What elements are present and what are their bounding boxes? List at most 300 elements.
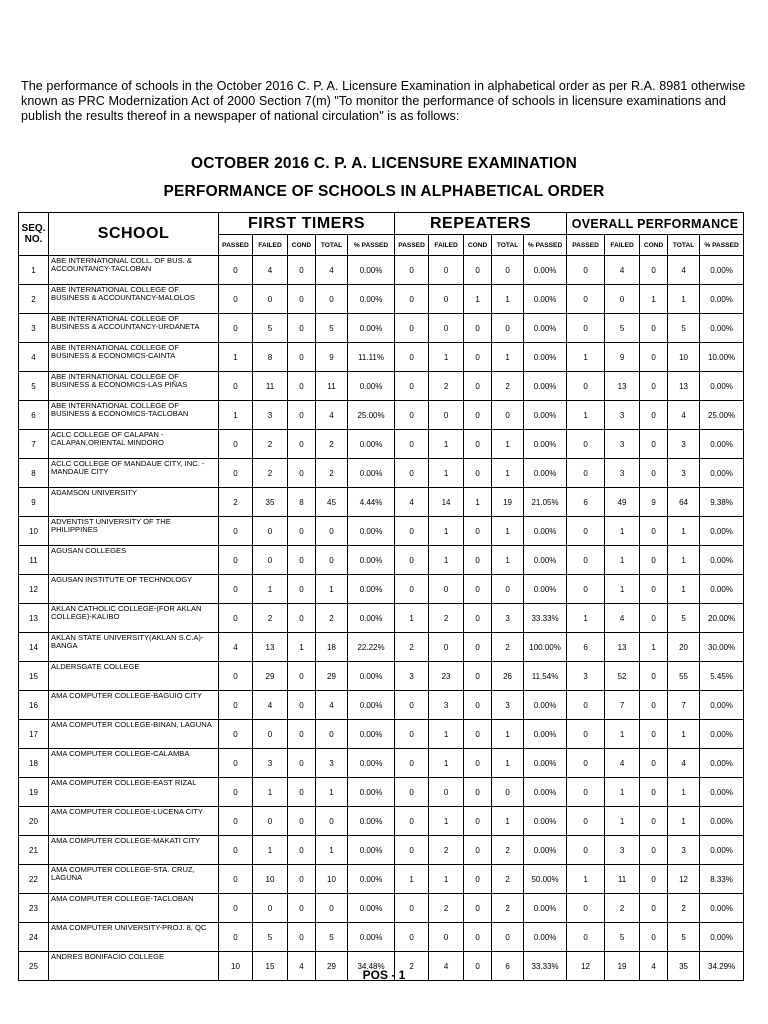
value-cell: 1 <box>429 546 464 575</box>
table-row <box>19 807 744 836</box>
table-row <box>19 401 744 430</box>
value-cell: 0.00% <box>700 720 744 749</box>
value-cell: 0.00% <box>524 575 567 604</box>
overall-subheader: PASSED <box>567 235 605 256</box>
value-cell: 14 <box>429 488 464 517</box>
value-cell: 0 <box>395 372 429 401</box>
value-cell: 0 <box>640 459 668 488</box>
value-cell: 0 <box>316 285 348 314</box>
value-cell: 3 <box>429 691 464 720</box>
overall-subheader: COND <box>640 235 668 256</box>
value-cell: 0.00% <box>348 865 395 894</box>
value-cell: 0 <box>640 256 668 285</box>
value-cell: 3 <box>668 430 700 459</box>
value-cell: 0 <box>429 575 464 604</box>
value-cell: 0 <box>640 691 668 720</box>
value-cell: 0.00% <box>348 546 395 575</box>
performance-table <box>18 212 744 981</box>
value-cell: 0 <box>219 430 253 459</box>
value-cell: 5 <box>316 314 348 343</box>
value-cell: 7 <box>668 691 700 720</box>
value-cell: 5 <box>668 314 700 343</box>
value-cell: 0 <box>288 401 316 430</box>
value-cell: 0.00% <box>524 372 567 401</box>
value-cell: 0.00% <box>524 546 567 575</box>
seq-cell: 11 <box>19 546 49 575</box>
value-cell: 1 <box>253 836 288 865</box>
first-timers-subheader: FAILED <box>253 235 288 256</box>
value-cell: 0 <box>464 923 492 952</box>
value-cell: 2 <box>605 894 640 923</box>
intro-paragraph: The performance of schools in the October 2016 C. P. A. Licensure Examination in alphabetical order as per R.A. 8981 otherwise known as PRC Modernization Act of 2000 Section 7(m) "To monitor the performance of schools in licensure examinations and publish the results thereof in a newspaper of national circulation" is as follows: <box>21 79 746 123</box>
value-cell: 0 <box>316 720 348 749</box>
value-cell: 0.00% <box>524 256 567 285</box>
school-name-cell: ANDRES BONIFACIO COLLEGE <box>49 952 219 981</box>
value-cell: 0.00% <box>700 749 744 778</box>
value-cell: 0.00% <box>524 343 567 372</box>
value-cell: 0.00% <box>700 314 744 343</box>
value-cell: 4.44% <box>348 488 395 517</box>
value-cell: 2 <box>316 459 348 488</box>
value-cell: 0 <box>464 430 492 459</box>
seq-cell: 16 <box>19 691 49 720</box>
value-cell: 3 <box>668 836 700 865</box>
value-cell: 19 <box>605 952 640 981</box>
value-cell: 0 <box>288 546 316 575</box>
value-cell: 0.00% <box>700 691 744 720</box>
value-cell: 0 <box>464 459 492 488</box>
value-cell: 11.11% <box>348 343 395 372</box>
value-cell: 1 <box>288 633 316 662</box>
value-cell: 0 <box>395 343 429 372</box>
first-timers-subheader: COND <box>288 235 316 256</box>
value-cell: 33.33% <box>524 604 567 633</box>
value-cell: 5 <box>605 923 640 952</box>
value-cell: 4 <box>605 604 640 633</box>
value-cell: 0.00% <box>348 836 395 865</box>
value-cell: 0 <box>567 807 605 836</box>
value-cell: 0 <box>395 691 429 720</box>
value-cell: 0 <box>219 459 253 488</box>
value-cell: 0 <box>288 691 316 720</box>
value-cell: 0 <box>219 285 253 314</box>
value-cell: 52 <box>605 662 640 691</box>
value-cell: 0 <box>429 633 464 662</box>
value-cell: 10.00% <box>700 343 744 372</box>
value-cell: 0 <box>288 662 316 691</box>
table-row <box>19 749 744 778</box>
value-cell: 12 <box>668 865 700 894</box>
value-cell: 20 <box>668 633 700 662</box>
value-cell: 1 <box>668 807 700 836</box>
value-cell: 4 <box>668 256 700 285</box>
value-cell: 45 <box>316 488 348 517</box>
value-cell: 0 <box>219 314 253 343</box>
seq-cell: 12 <box>19 575 49 604</box>
value-cell: 0 <box>640 314 668 343</box>
value-cell: 1 <box>492 343 524 372</box>
value-cell: 0 <box>429 314 464 343</box>
value-cell: 1 <box>567 401 605 430</box>
value-cell: 0.00% <box>524 517 567 546</box>
repeaters-subheader: PASSED <box>395 235 429 256</box>
value-cell: 4 <box>253 691 288 720</box>
table-row <box>19 575 744 604</box>
table-row <box>19 633 744 662</box>
value-cell: 0.00% <box>348 256 395 285</box>
table-row <box>19 923 744 952</box>
value-cell: 0 <box>429 923 464 952</box>
value-cell: 0 <box>219 894 253 923</box>
school-name-cell: ADVENTIST UNIVERSITY OF THE PHILIPPINES <box>49 517 219 546</box>
value-cell: 2 <box>219 488 253 517</box>
value-cell: 0 <box>219 546 253 575</box>
value-cell: 4 <box>316 401 348 430</box>
value-cell: 3 <box>668 459 700 488</box>
value-cell: 100.00% <box>524 633 567 662</box>
seq-cell: 19 <box>19 778 49 807</box>
value-cell: 2 <box>492 865 524 894</box>
value-cell: 3 <box>605 459 640 488</box>
value-cell: 3 <box>605 836 640 865</box>
value-cell: 1 <box>567 865 605 894</box>
value-cell: 0.00% <box>700 923 744 952</box>
value-cell: 0 <box>288 314 316 343</box>
value-cell: 29 <box>316 662 348 691</box>
value-cell: 0 <box>640 662 668 691</box>
value-cell: 1 <box>395 865 429 894</box>
value-cell: 0 <box>464 546 492 575</box>
value-cell: 0 <box>219 662 253 691</box>
value-cell: 1 <box>316 778 348 807</box>
repeaters-subheader: TOTAL <box>492 235 524 256</box>
seq-cell: 17 <box>19 720 49 749</box>
value-cell: 0 <box>567 314 605 343</box>
value-cell: 0.00% <box>348 807 395 836</box>
table-row <box>19 865 744 894</box>
first-timers-subheader: PASSED <box>219 235 253 256</box>
value-cell: 13 <box>605 633 640 662</box>
value-cell: 1 <box>253 778 288 807</box>
table-row <box>19 314 744 343</box>
value-cell: 0.00% <box>700 256 744 285</box>
value-cell: 5 <box>316 923 348 952</box>
first-timers-subheader: TOTAL <box>316 235 348 256</box>
value-cell: 0.00% <box>524 430 567 459</box>
value-cell: 11 <box>605 865 640 894</box>
value-cell: 1 <box>492 459 524 488</box>
value-cell: 0.00% <box>524 285 567 314</box>
value-cell: 1 <box>605 807 640 836</box>
value-cell: 35 <box>668 952 700 981</box>
value-cell: 4 <box>429 952 464 981</box>
value-cell: 22.22% <box>348 633 395 662</box>
value-cell: 0 <box>219 604 253 633</box>
value-cell: 0 <box>640 923 668 952</box>
value-cell: 0.00% <box>348 372 395 401</box>
value-cell: 5.45% <box>700 662 744 691</box>
value-cell: 0 <box>492 401 524 430</box>
overall-subheader: TOTAL <box>668 235 700 256</box>
value-cell: 0 <box>567 691 605 720</box>
value-cell: 0.00% <box>700 430 744 459</box>
value-cell: 0 <box>395 546 429 575</box>
table-row <box>19 720 744 749</box>
value-cell: 0.00% <box>524 778 567 807</box>
value-cell: 9 <box>605 343 640 372</box>
value-cell: 64 <box>668 488 700 517</box>
value-cell: 34.29% <box>700 952 744 981</box>
value-cell: 2 <box>395 952 429 981</box>
school-name-cell: ADAMSON UNIVERSITY <box>49 488 219 517</box>
table-row <box>19 459 744 488</box>
value-cell: 0.00% <box>348 720 395 749</box>
school-name-cell: AMA COMPUTER COLLEGE-TACLOBAN <box>49 894 219 923</box>
value-cell: 2 <box>253 430 288 459</box>
value-cell: 0 <box>464 256 492 285</box>
value-cell: 30.00% <box>700 633 744 662</box>
seq-cell: 1 <box>19 256 49 285</box>
value-cell: 10 <box>219 952 253 981</box>
value-cell: 1 <box>492 749 524 778</box>
value-cell: 0 <box>640 836 668 865</box>
value-cell: 1 <box>429 430 464 459</box>
value-cell: 0 <box>395 517 429 546</box>
value-cell: 0 <box>219 372 253 401</box>
value-cell: 55 <box>668 662 700 691</box>
value-cell: 1 <box>316 836 348 865</box>
value-cell: 0 <box>567 749 605 778</box>
value-cell: 0 <box>288 343 316 372</box>
value-cell: 0.00% <box>348 749 395 778</box>
value-cell: 2 <box>492 894 524 923</box>
value-cell: 0.00% <box>348 459 395 488</box>
value-cell: 0 <box>288 459 316 488</box>
seq-cell: 25 <box>19 952 49 981</box>
value-cell: 0 <box>429 285 464 314</box>
value-cell: 0 <box>640 546 668 575</box>
value-cell: 49 <box>605 488 640 517</box>
table-row <box>19 836 744 865</box>
value-cell: 0 <box>464 575 492 604</box>
value-cell: 0 <box>567 778 605 807</box>
value-cell: 1 <box>668 575 700 604</box>
value-cell: 0.00% <box>348 430 395 459</box>
value-cell: 4 <box>219 633 253 662</box>
school-name-cell: AMA COMPUTER COLLEGE-MAKATI CITY <box>49 836 219 865</box>
value-cell: 2 <box>492 836 524 865</box>
value-cell: 0 <box>640 430 668 459</box>
value-cell: 0 <box>567 285 605 314</box>
school-name-cell: AKLAN CATHOLIC COLLEGE-(FOR AKLAN COLLEGE)-KALIBO <box>49 604 219 633</box>
seq-cell: 15 <box>19 662 49 691</box>
value-cell: 3 <box>567 662 605 691</box>
value-cell: 10 <box>668 343 700 372</box>
value-cell: 0 <box>640 401 668 430</box>
value-cell: 0 <box>253 807 288 836</box>
value-cell: 11 <box>253 372 288 401</box>
value-cell: 0 <box>464 865 492 894</box>
value-cell: 0.00% <box>700 517 744 546</box>
school-name-cell: ABE INTERNATIONAL COLL. OF BUS. & ACCOUNTANCY-TACLOBAN <box>49 256 219 285</box>
school-header: SCHOOL <box>49 213 219 256</box>
value-cell: 1 <box>605 517 640 546</box>
value-cell: 0.00% <box>524 720 567 749</box>
value-cell: 1 <box>668 778 700 807</box>
value-cell: 11 <box>316 372 348 401</box>
value-cell: 1 <box>464 488 492 517</box>
value-cell: 0 <box>316 517 348 546</box>
value-cell: 1 <box>605 720 640 749</box>
value-cell: 5 <box>668 604 700 633</box>
value-cell: 4 <box>288 952 316 981</box>
value-cell: 0 <box>253 285 288 314</box>
value-cell: 0 <box>640 894 668 923</box>
value-cell: 1 <box>219 343 253 372</box>
value-cell: 8 <box>288 488 316 517</box>
value-cell: 2 <box>429 604 464 633</box>
value-cell: 3 <box>492 691 524 720</box>
value-cell: 0 <box>567 836 605 865</box>
seq-cell: 24 <box>19 923 49 952</box>
value-cell: 0 <box>492 256 524 285</box>
repeaters-subheader: FAILED <box>429 235 464 256</box>
value-cell: 0 <box>567 575 605 604</box>
value-cell: 0 <box>464 517 492 546</box>
value-cell: 3 <box>253 749 288 778</box>
seq-cell: 20 <box>19 807 49 836</box>
school-name-cell: AMA COMPUTER COLLEGE-CALAMBA <box>49 749 219 778</box>
value-cell: 4 <box>395 488 429 517</box>
school-name-cell: AMA COMPUTER COLLEGE-LUCENA CITY <box>49 807 219 836</box>
value-cell: 0 <box>288 865 316 894</box>
value-cell: 1 <box>429 749 464 778</box>
value-cell: 0.00% <box>348 923 395 952</box>
value-cell: 0 <box>464 720 492 749</box>
repeaters-header: REPEATERS <box>395 213 567 235</box>
value-cell: 19 <box>492 488 524 517</box>
repeaters-subheader: COND <box>464 235 492 256</box>
value-cell: 0.00% <box>700 836 744 865</box>
value-cell: 29 <box>253 662 288 691</box>
value-cell: 0 <box>567 372 605 401</box>
first-timers-subheader: % PASSED <box>348 235 395 256</box>
value-cell: 0 <box>567 517 605 546</box>
school-name-cell: ACLC COLLEGE OF MANDAUE CITY, INC. - MANDAUE CITY <box>49 459 219 488</box>
value-cell: 3 <box>395 662 429 691</box>
value-cell: 0 <box>219 575 253 604</box>
value-cell: 0 <box>395 894 429 923</box>
value-cell: 29 <box>316 952 348 981</box>
value-cell: 2 <box>253 459 288 488</box>
value-cell: 0 <box>219 836 253 865</box>
value-cell: 0.00% <box>524 459 567 488</box>
value-cell: 18 <box>316 633 348 662</box>
value-cell: 6 <box>492 952 524 981</box>
value-cell: 0.00% <box>524 807 567 836</box>
value-cell: 0.00% <box>348 778 395 807</box>
value-cell: 0.00% <box>348 691 395 720</box>
value-cell: 0 <box>395 430 429 459</box>
value-cell: 9 <box>640 488 668 517</box>
value-cell: 0 <box>640 343 668 372</box>
value-cell: 5 <box>253 314 288 343</box>
seq-cell: 14 <box>19 633 49 662</box>
value-cell: 4 <box>668 749 700 778</box>
value-cell: 0.00% <box>524 691 567 720</box>
value-cell: 13 <box>605 372 640 401</box>
value-cell: 0.00% <box>700 807 744 836</box>
value-cell: 0.00% <box>348 662 395 691</box>
value-cell: 1 <box>492 430 524 459</box>
value-cell: 10 <box>253 865 288 894</box>
value-cell: 7 <box>605 691 640 720</box>
value-cell: 0.00% <box>348 285 395 314</box>
value-cell: 0 <box>219 778 253 807</box>
value-cell: 0 <box>395 285 429 314</box>
value-cell: 0 <box>288 807 316 836</box>
value-cell: 0 <box>640 372 668 401</box>
table-row <box>19 778 744 807</box>
value-cell: 1 <box>640 285 668 314</box>
value-cell: 0 <box>464 691 492 720</box>
value-cell: 13 <box>253 633 288 662</box>
table-title: PERFORMANCE OF SCHOOLS IN ALPHABETICAL ORDER <box>163 183 605 200</box>
value-cell: 0 <box>492 575 524 604</box>
school-name-cell: AMA COMPUTER COLLEGE-EAST RIZAL <box>49 778 219 807</box>
value-cell: 35 <box>253 488 288 517</box>
value-cell: 0 <box>395 401 429 430</box>
school-name-cell: ALDERSGATE COLLEGE <box>49 662 219 691</box>
value-cell: 1 <box>605 575 640 604</box>
value-cell: 1 <box>219 401 253 430</box>
value-cell: 0 <box>640 749 668 778</box>
value-cell: 4 <box>668 401 700 430</box>
value-cell: 1 <box>567 604 605 633</box>
value-cell: 0 <box>567 459 605 488</box>
value-cell: 0 <box>288 720 316 749</box>
value-cell: 0 <box>253 517 288 546</box>
value-cell: 0 <box>288 778 316 807</box>
overall-subheader: % PASSED <box>700 235 744 256</box>
value-cell: 1 <box>668 517 700 546</box>
value-cell: 0 <box>464 894 492 923</box>
table-row <box>19 372 744 401</box>
seq-header: SEQ. NO. <box>19 213 49 256</box>
seq-cell: 10 <box>19 517 49 546</box>
value-cell: 0 <box>605 285 640 314</box>
value-cell: 20.00% <box>700 604 744 633</box>
value-cell: 3 <box>605 430 640 459</box>
school-name-cell: AMA COMPUTER COLLEGE-STA. CRUZ, LAGUNA <box>49 865 219 894</box>
seq-cell: 5 <box>19 372 49 401</box>
value-cell: 2 <box>429 372 464 401</box>
value-cell: 1 <box>429 517 464 546</box>
value-cell: 0 <box>640 807 668 836</box>
value-cell: 0.00% <box>700 546 744 575</box>
exam-title: OCTOBER 2016 C. P. A. LICENSURE EXAMINATION <box>190 155 578 172</box>
value-cell: 1 <box>605 546 640 575</box>
value-cell: 0 <box>492 923 524 952</box>
value-cell: 0 <box>464 778 492 807</box>
value-cell: 1 <box>395 604 429 633</box>
value-cell: 2 <box>395 633 429 662</box>
school-name-cell: ABE INTERNATIONAL COLLEGE OF BUSINESS & ECONOMICS-TACLOBAN <box>49 401 219 430</box>
value-cell: 0.00% <box>524 401 567 430</box>
school-name-cell: ABE INTERNATIONAL COLLEGE OF BUSINESS & ECONOMICS-LAS PIÑAS <box>49 372 219 401</box>
table-row <box>19 488 744 517</box>
value-cell: 0 <box>464 604 492 633</box>
